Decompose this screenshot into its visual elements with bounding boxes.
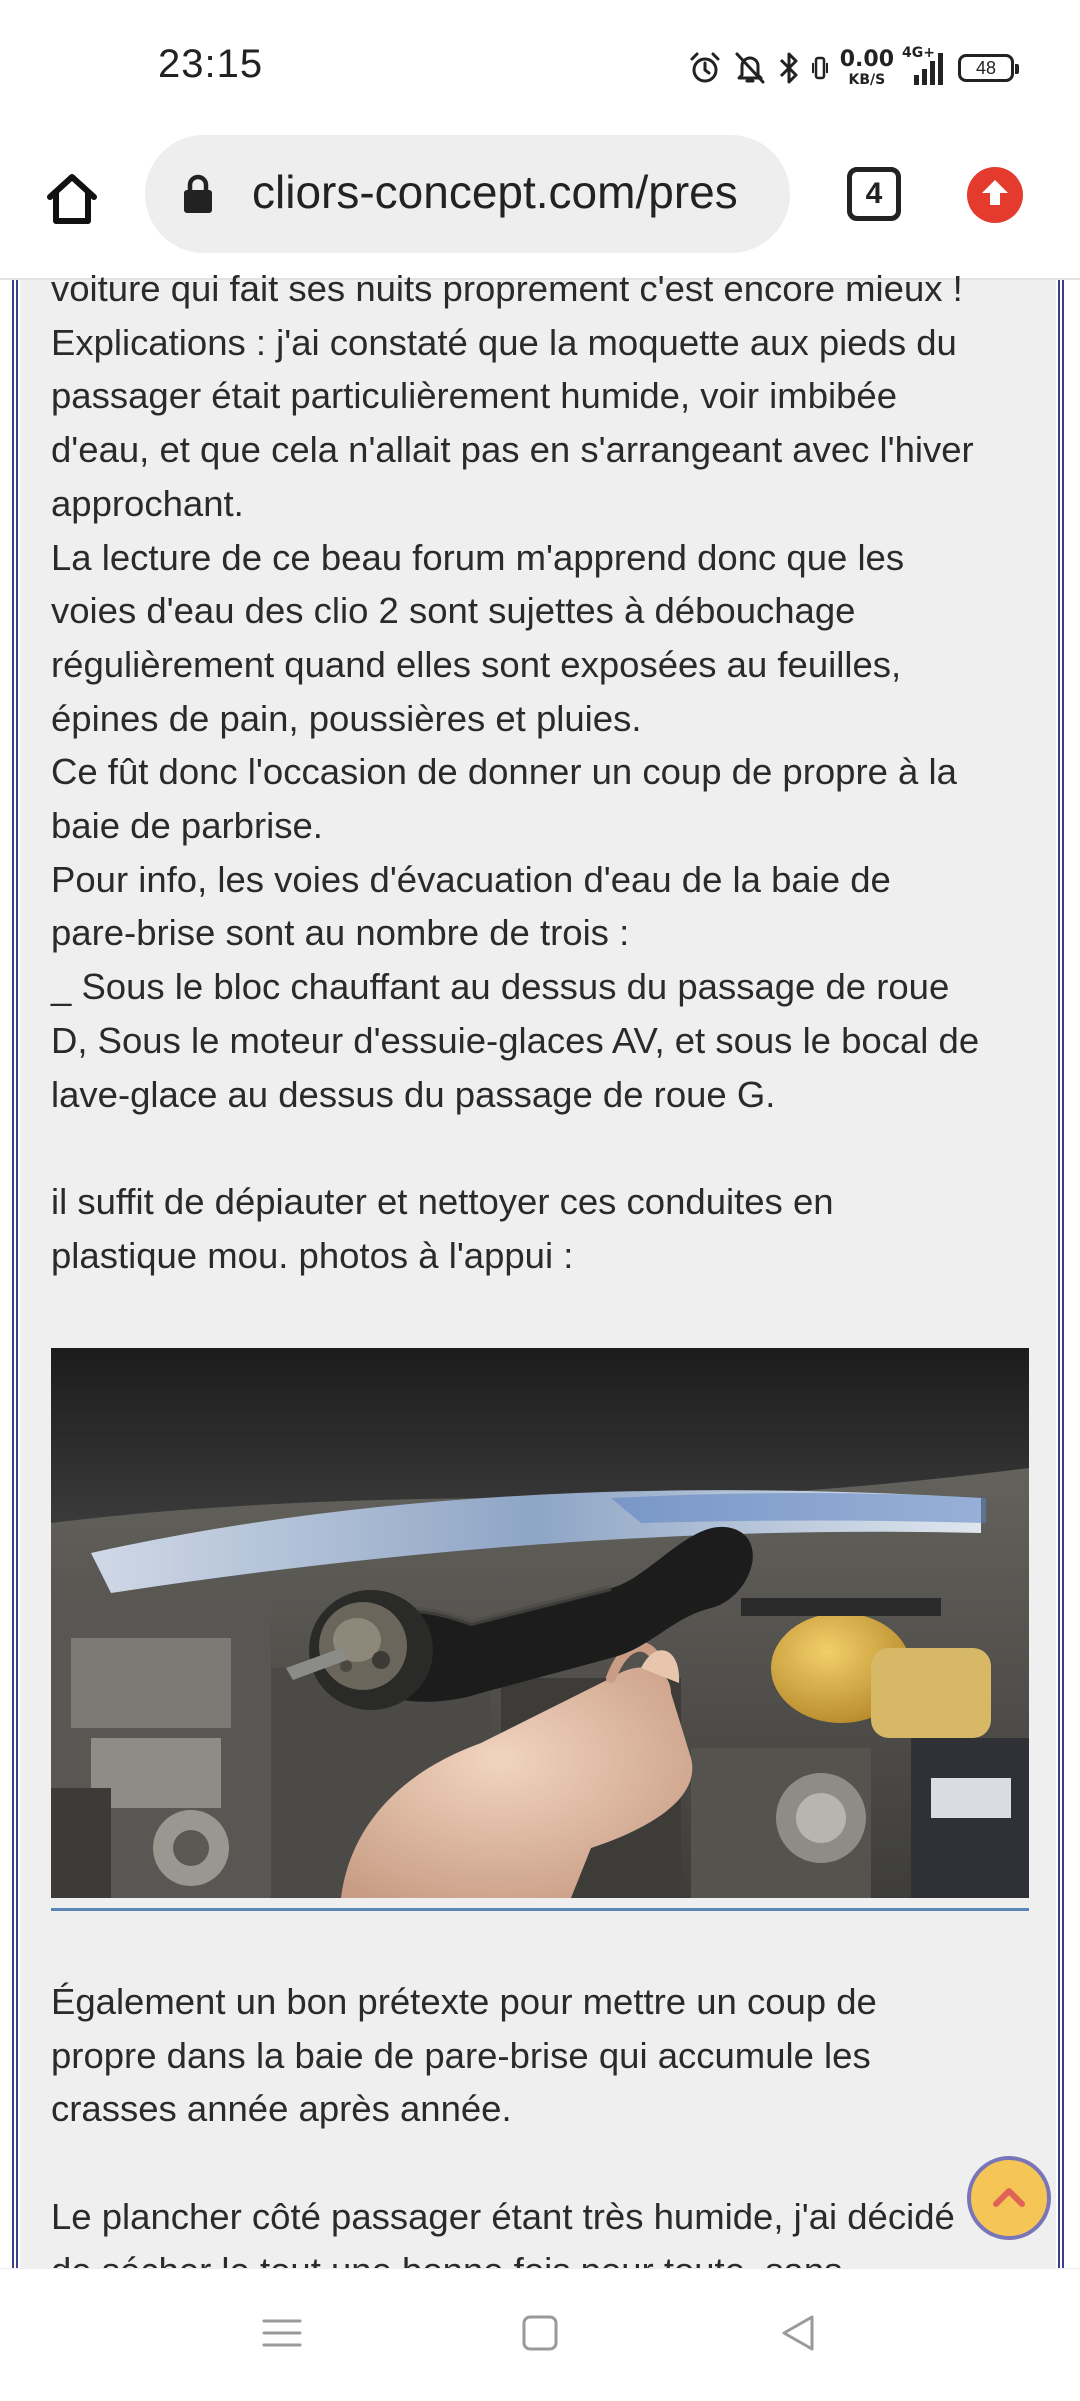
vibrate-icon — [812, 53, 828, 83]
post-line: plastique mou. photos à l'appui : — [51, 1234, 574, 1276]
page-frame-right — [1058, 280, 1064, 2268]
menu-icon — [262, 2313, 302, 2358]
post-line: voies d'eau des clio 2 sont sujettes à débouchage — [51, 590, 856, 632]
chevron-up-icon — [991, 2183, 1027, 2214]
post-blank-line — [51, 1121, 1041, 1175]
address-bar[interactable] — [145, 135, 790, 253]
post-line: passager était particulièrement humide, voir imbibée — [51, 375, 898, 417]
url-text[interactable]: cliors-concept.com/pres — [252, 166, 738, 218]
arrow-up-circle-icon — [978, 176, 1012, 215]
tabs-button[interactable] — [847, 167, 901, 221]
post-line: pare-brise sont au nombre de trois : — [51, 912, 630, 954]
post-line: Le plancher côté passager étant très humide, j'ai décidé — [51, 2195, 955, 2237]
page-frame-left — [12, 280, 18, 2268]
network-speed-unit: KB/S — [848, 72, 886, 88]
network-speed — [840, 49, 894, 87]
battery-level: 48 — [975, 57, 997, 78]
network-speed-value: 0.00 — [839, 47, 894, 72]
post-line: crasses année après année. — [51, 2088, 512, 2130]
system-navigation-bar — [0, 2268, 1080, 2401]
post-line: Pour info, les voies d'évacuation d'eau de la baie de — [51, 858, 891, 900]
home-icon — [42, 169, 102, 234]
home-button[interactable] — [36, 165, 108, 237]
browser-toolbar — [0, 135, 1080, 280]
post-line: régulièrement quand elles sont exposées au feuilles, — [51, 643, 902, 685]
post-text-bottom — [51, 1975, 1041, 2297]
home-square-icon — [520, 2313, 560, 2358]
status-bar — [0, 0, 1080, 135]
alarm-icon — [688, 51, 722, 85]
post-line: épines de pain, poussières et pluies. — [51, 697, 642, 739]
battery-icon — [958, 54, 1014, 82]
post-line: baie de parbrise. — [51, 805, 323, 847]
post-line: d'eau, et que cela n'allait pas en s'arrangeant avec l'hiver — [51, 429, 974, 471]
network-type: 4G+ — [902, 45, 935, 61]
lock-icon — [181, 173, 215, 220]
post-text-top — [51, 262, 1041, 1282]
recents-button[interactable] — [252, 2309, 312, 2361]
back-triangle-icon — [778, 2313, 818, 2358]
back-button[interactable] — [768, 2309, 828, 2361]
post-line: Explications : j'ai constaté que la moquette aux pieds du — [51, 321, 957, 363]
post-divider — [51, 1908, 1029, 1911]
post-line: il suffit de dépiauter et nettoyer ces conduites en — [51, 1180, 834, 1222]
web-page-content[interactable] — [0, 268, 1080, 2268]
status-icons — [688, 46, 1014, 90]
post-blank-line — [51, 2136, 1041, 2190]
post-line: voiture qui fait ses nuits proprement c'est encore mieux ! — [51, 268, 963, 309]
hand-holding-rubber-drain-hose-photo[interactable] — [51, 1348, 1029, 1898]
post-line: Ce fût donc l'occasion de donner un coup de propre à la — [51, 751, 957, 793]
scroll-to-top-button[interactable] — [967, 2156, 1051, 2240]
post-line: propre dans la baie de pare-brise qui accumule les — [51, 2034, 871, 2076]
post-line: _ Sous le bloc chauffant au dessus du passage de roue — [51, 966, 950, 1008]
status-time: 23:15 — [158, 42, 264, 86]
bluetooth-icon — [778, 51, 800, 85]
post-line: D, Sous le moteur d'essuie-glaces AV, et sous le bocal de — [51, 1019, 980, 1061]
home-nav-button[interactable] — [510, 2309, 570, 2361]
post-line: La lecture de ce beau forum m'apprend donc que les — [51, 536, 905, 578]
bell-off-icon — [734, 51, 766, 85]
tab-count: 4 — [865, 177, 883, 210]
update-button[interactable] — [967, 167, 1023, 223]
signal-icon — [902, 45, 946, 85]
post-line: lave-glace au dessus du passage de roue G. — [51, 1073, 776, 1115]
post-line: Également un bon prétexte pour mettre un coup de — [51, 1981, 877, 2022]
post-line: approchant. — [51, 482, 244, 524]
forum-post-body — [20, 268, 1056, 2268]
